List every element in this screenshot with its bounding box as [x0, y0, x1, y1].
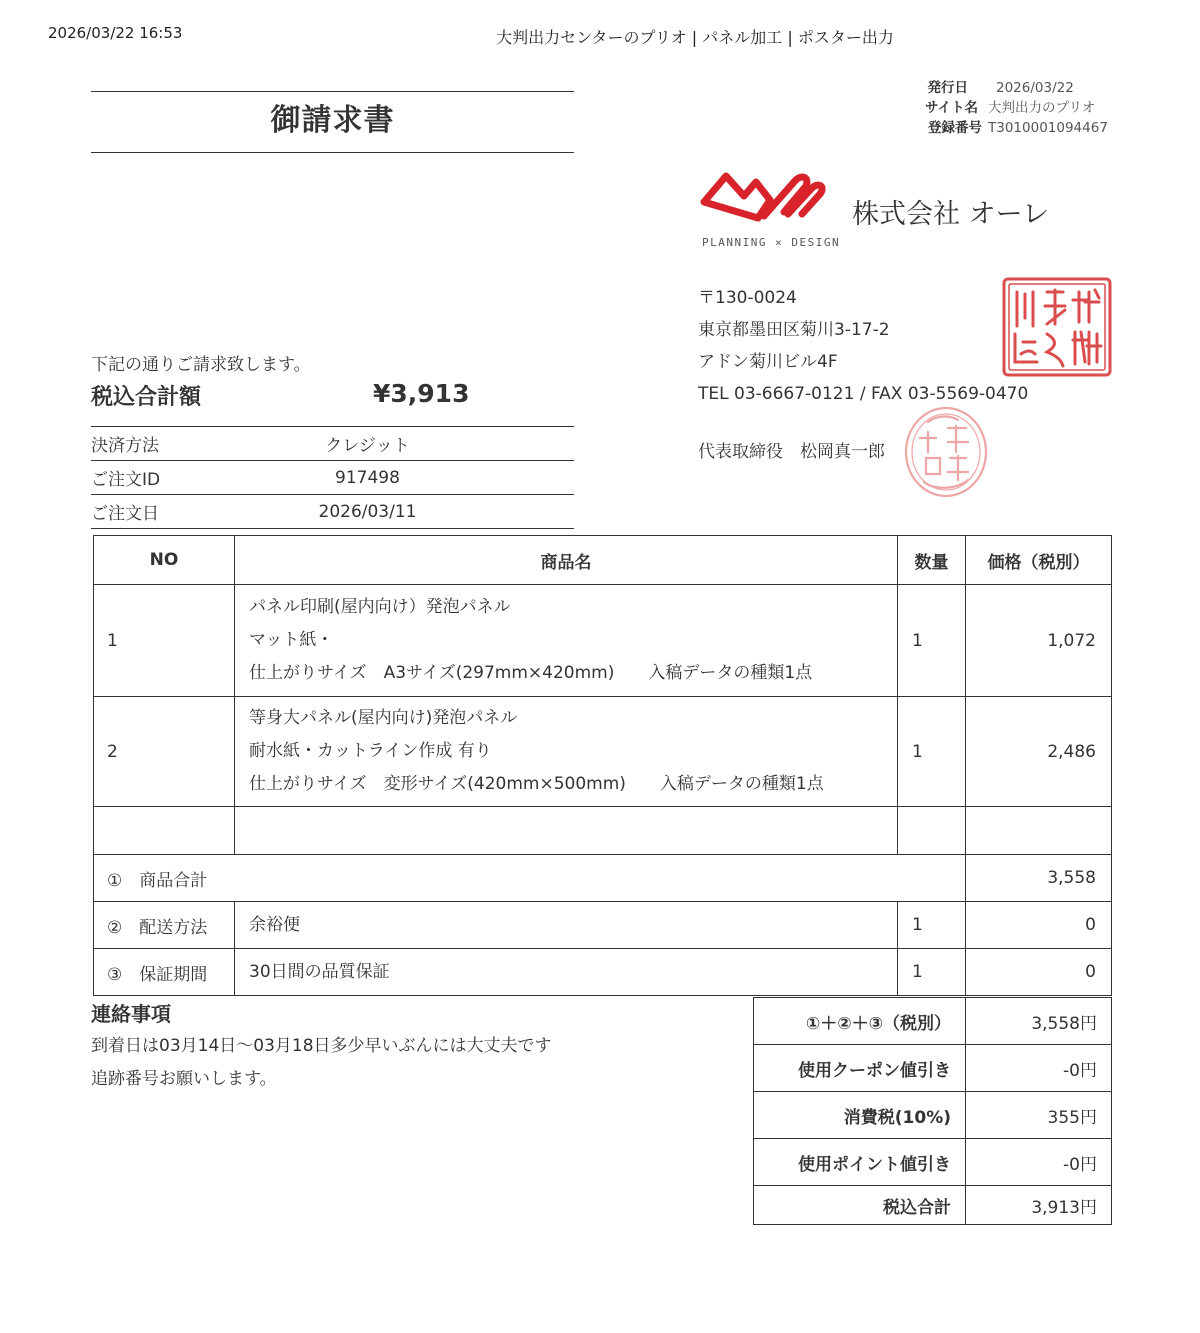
payment-method-label: 決済方法 [91, 436, 159, 456]
totals-label: 使用クーポン値引き [754, 1045, 966, 1092]
total-amount-label: 税込合計額 [91, 385, 202, 410]
company-logo [698, 166, 832, 228]
totals-value: -0円 [966, 1139, 1112, 1186]
order-date-label: ご注文日 [91, 504, 159, 524]
issue-date-label: 発行日 [927, 80, 968, 96]
warranty-name: 30日間の品質保証 [235, 949, 898, 996]
representative: 代表取締役 松岡真一郎 [698, 442, 885, 462]
print-page-title: 大判出力センターのプリオ | パネル加工 | ポスター出力 [496, 28, 894, 47]
item-no: 2 [94, 697, 235, 807]
address-line-1: 東京都墨田区菊川3-17-2 [698, 320, 890, 340]
shipping-row [94, 902, 1112, 949]
document-title: 御請求書 [270, 103, 395, 138]
item-name-line: 耐水紙・カットライン作成 有り [249, 741, 492, 761]
totals-row [754, 1092, 1112, 1139]
item-price: 1,072 [966, 585, 1112, 697]
company-address [698, 282, 1028, 410]
registration-row [880, 118, 1108, 138]
empty-row [94, 807, 1112, 855]
site-name-label: サイト名 [924, 100, 978, 116]
totals-label: 使用ポイント値引き [754, 1139, 966, 1186]
item-name-line: 仕上がりサイズ 変形サイズ(420mm×500mm) 入稿データの種類1点 [249, 774, 824, 794]
totals-row [754, 1045, 1112, 1092]
item-name-line: マット紙・ [249, 630, 334, 650]
subtotal-label: ① 商品合計 [94, 855, 966, 902]
order-id-label: ご注文ID [91, 470, 161, 490]
issue-date-row [880, 78, 1108, 98]
item-name-line: 等身大パネル(屋内向け)発泡パネル [249, 708, 518, 728]
totals-value: 355円 [966, 1092, 1112, 1139]
subtotal-row [94, 855, 1112, 902]
payment-method-value: クレジット [325, 436, 410, 456]
issue-date-value: 2026/03/22 [996, 80, 1074, 96]
totals-row [754, 1139, 1112, 1186]
registration-value: T3010001094467 [988, 120, 1108, 136]
order-id-row [91, 461, 574, 495]
totals-row [754, 1186, 1112, 1225]
logo-tagline: PLANNING × DESIGN [702, 236, 841, 249]
representative-round-seal [898, 402, 990, 500]
order-date-row [91, 495, 574, 529]
notes-title: 連絡事項 [91, 1002, 171, 1026]
warranty-quantity: 1 [898, 949, 966, 996]
totals-table [753, 997, 1112, 1225]
totals-row [754, 998, 1112, 1045]
item-name-line: パネル印刷(屋内向け）発泡パネル [249, 597, 511, 617]
warranty-row [94, 949, 1112, 996]
shipping-price: 0 [966, 902, 1112, 949]
tel-fax: TEL 03-6667-0121 / FAX 03-5569-0470 [698, 384, 1029, 404]
total-amount-value: ¥3,913 [373, 379, 470, 408]
shipping-label: ② 配送方法 [94, 902, 235, 949]
site-name-row [880, 98, 1108, 118]
totals-label: 税込合計 [754, 1186, 966, 1225]
item-quantity: 1 [898, 585, 966, 697]
notes-line: 追跡番号お願いします。 [91, 1069, 277, 1089]
warranty-price: 0 [966, 949, 1112, 996]
notes-body [91, 1030, 552, 1096]
table-row [94, 585, 1112, 697]
shipping-quantity: 1 [898, 902, 966, 949]
subtotal-value: 3,558 [966, 855, 1112, 902]
totals-value: 3,558円 [966, 998, 1112, 1045]
postal-code: 〒130-0024 [698, 288, 797, 308]
print-date: 2026/03/22 16:53 [48, 24, 183, 42]
items-table [93, 535, 1112, 996]
shipping-name: 余裕便 [235, 902, 898, 949]
order-date-value: 2026/03/11 [318, 501, 417, 522]
address-line-2: アドン菊川ビル4F [698, 352, 838, 372]
payment-method-row [91, 427, 574, 461]
billing-intro-text: 下記の通りご請求致します。 [91, 355, 311, 375]
header-price: 価格（税別） [966, 536, 1112, 585]
item-no: 1 [94, 585, 235, 697]
document-title-box [91, 91, 574, 153]
order-id-value: 917498 [335, 467, 400, 488]
table-row [94, 697, 1112, 807]
totals-label: 消費税(10%) [754, 1092, 966, 1139]
totals-value: 3,913円 [966, 1186, 1112, 1225]
totals-label: ①＋②＋③（税別） [754, 998, 966, 1045]
item-name [235, 697, 898, 807]
header-product-name: 商品名 [235, 536, 898, 585]
site-name-value: 大判出力のプリオ [988, 100, 1096, 116]
company-name: 株式会社 オーレ [852, 199, 1050, 230]
registration-label: 登録番号 [928, 120, 982, 136]
order-info [91, 426, 574, 529]
header-no: NO [94, 536, 235, 585]
table-header-row [94, 536, 1112, 585]
totals-value: -0円 [966, 1045, 1112, 1092]
header-quantity: 数量 [898, 536, 966, 585]
item-name [235, 585, 898, 697]
notes-line: 到着日は03月14日～03月18日多少早いぶんには大丈夫です [91, 1036, 552, 1056]
warranty-label: ③ 保証期間 [94, 949, 235, 996]
item-price: 2,486 [966, 697, 1112, 807]
item-name-line: 仕上がりサイズ A3サイズ(297mm×420mm) 入稿データの種類1点 [249, 663, 813, 683]
issue-meta [880, 78, 1108, 138]
item-quantity: 1 [898, 697, 966, 807]
company-square-seal [1001, 276, 1113, 378]
